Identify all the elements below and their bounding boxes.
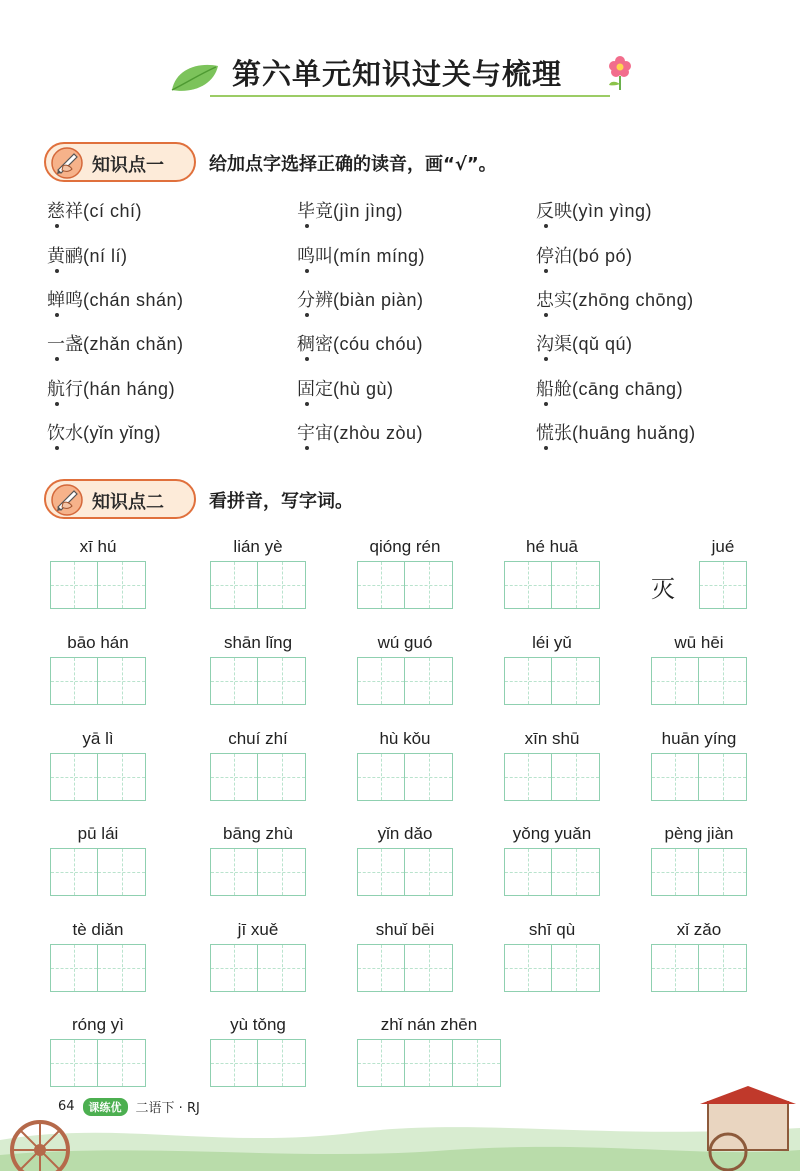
pinyin-word-box (651, 633, 747, 707)
pinyin-word-box (210, 1015, 306, 1089)
reading-item (536, 419, 696, 445)
writing-cell[interactable] (699, 753, 747, 801)
pinyin-word-box (357, 537, 453, 611)
emphasis-dot (55, 446, 59, 450)
reading-item (47, 242, 128, 268)
pinyin-label: léi yǔ (532, 633, 572, 652)
writing-grid (651, 944, 747, 992)
pronunciation-options[interactable]: (zhòu zòu) (333, 423, 424, 443)
pinyin-label: xīn shū (524, 729, 580, 748)
reading-word: 蝉鸣 (47, 290, 83, 311)
writing-cell[interactable] (210, 753, 258, 801)
leaf-icon (170, 62, 220, 94)
writing-grid (357, 944, 453, 992)
pronunciation-options[interactable]: (hán háng) (83, 379, 176, 399)
emphasis-dot (55, 269, 59, 273)
pinyin-word-box (357, 1015, 501, 1089)
pinyin-label: róng yì (72, 1015, 124, 1034)
writing-cell[interactable] (552, 944, 600, 992)
section-label: 知识点二 (92, 492, 164, 513)
writing-grid (504, 944, 600, 992)
writing-grid (504, 848, 600, 896)
emphasis-dot (544, 402, 548, 406)
emphasis-dot (55, 357, 59, 361)
reading-item (47, 197, 142, 223)
brand-badge: 课练优 (83, 1098, 128, 1116)
reading-item (536, 375, 683, 401)
pinyin-word-box (210, 824, 306, 898)
reading-word: 航行 (47, 379, 83, 400)
writing-cell[interactable] (210, 944, 258, 992)
pinyin-label: jī xuě (237, 920, 279, 939)
pinyin-label: tè diǎn (72, 920, 124, 939)
pinyin-word-box (50, 1015, 146, 1089)
reading-word: 黄鹂 (47, 246, 83, 267)
pronunciation-options[interactable]: (hù gù) (333, 379, 394, 399)
writing-grid (504, 657, 600, 705)
writing-cell[interactable] (552, 657, 600, 705)
reading-word: 慌张 (536, 423, 572, 444)
pinyin-word-box (50, 920, 146, 994)
writing-grid (651, 848, 747, 896)
section-instruction: 看拼音，写字词。 (209, 491, 353, 512)
pronunciation-options[interactable]: (jìn jìng) (333, 201, 404, 221)
reading-item (297, 330, 423, 356)
pinyin-word-box (50, 824, 146, 898)
emphasis-dot (55, 224, 59, 228)
emphasis-dot (544, 313, 548, 317)
emphasis-dot (544, 269, 548, 273)
writing-grid (651, 657, 747, 705)
writing-cell[interactable] (651, 848, 699, 896)
landscape-illustration (0, 1080, 800, 1171)
pinyin-label: shuǐ bēi (375, 920, 435, 939)
pinyin-label: hù kǒu (379, 729, 431, 748)
pinyin-label: wú guó (377, 633, 433, 652)
writing-cell[interactable] (504, 848, 552, 896)
pinyin-label: shān lǐng (223, 633, 293, 652)
pronunciation-options[interactable]: (ní lí) (83, 246, 128, 266)
pronunciation-options[interactable]: (cí chí) (83, 201, 143, 221)
pinyin-label: chuí zhí (228, 729, 288, 748)
title-underline (210, 95, 610, 97)
pinyin-label: yǐn dǎo (377, 824, 433, 843)
writing-cell[interactable] (258, 753, 306, 801)
pinyin-word-box (357, 920, 453, 994)
page-footer (58, 1097, 200, 1116)
pinyin-label: pū lái (77, 824, 119, 843)
emphasis-dot (305, 224, 309, 228)
writing-cell[interactable] (699, 848, 747, 896)
writing-grid (50, 944, 146, 992)
pinyin-label: wū hēi (674, 633, 724, 652)
pinyin-label: bāng zhù (223, 824, 293, 843)
emphasis-dot (305, 357, 309, 361)
writing-cell[interactable] (552, 753, 600, 801)
writing-cell[interactable] (552, 848, 600, 896)
writing-grid (50, 657, 146, 705)
reading-word: 一盏 (47, 334, 83, 355)
writing-cell[interactable] (699, 561, 747, 609)
writing-cell[interactable] (258, 561, 306, 609)
pinyin-word-box (651, 920, 747, 994)
emphasis-dot (305, 446, 309, 450)
writing-grid (50, 753, 146, 801)
writing-hand-icon (50, 146, 84, 180)
pronunciation-options[interactable]: (qǔ qú) (572, 334, 633, 354)
reading-word: 沟渠 (536, 334, 572, 355)
reading-word: 反映 (536, 201, 572, 222)
writing-grid (210, 561, 306, 609)
writing-cell[interactable] (258, 657, 306, 705)
reading-word: 分辨 (297, 290, 333, 311)
writing-cell[interactable] (552, 561, 600, 609)
pinyin-word-box (210, 633, 306, 707)
reading-word: 停泊 (536, 246, 572, 267)
section-instruction: 给加点字选择正确的读音，画“√”。 (209, 154, 497, 175)
pinyin-label: xī hú (79, 537, 117, 556)
reading-item (536, 286, 694, 312)
writing-cell[interactable] (504, 561, 552, 609)
reading-item (47, 330, 184, 356)
writing-cell[interactable] (651, 657, 699, 705)
reading-word: 固定 (297, 379, 333, 400)
writing-cell[interactable] (50, 944, 98, 992)
pinyin-word-box (651, 729, 747, 803)
reading-item (297, 197, 403, 223)
pinyin-label: yù tǒng (230, 1015, 286, 1034)
writing-cell[interactable] (258, 944, 306, 992)
reading-item (47, 419, 161, 445)
writing-grid (50, 848, 146, 896)
writing-grid (210, 753, 306, 801)
pronunciation-options[interactable]: (yìn yìng) (572, 201, 653, 221)
writing-cell[interactable] (504, 753, 552, 801)
pinyin-label: lián yè (233, 537, 283, 556)
pinyin-word-box (504, 920, 600, 994)
reading-item (536, 242, 633, 268)
reading-word: 慈祥 (47, 201, 83, 222)
reading-word: 船舱 (536, 379, 572, 400)
title-block (170, 50, 640, 100)
pinyin-word-box (50, 633, 146, 707)
writing-cell[interactable] (50, 848, 98, 896)
emphasis-dot (55, 402, 59, 406)
pinyin-word-box (357, 729, 453, 803)
reading-item (536, 197, 652, 223)
writing-cell[interactable] (504, 944, 552, 992)
writing-grid (210, 848, 306, 896)
section-label: 知识点一 (92, 155, 164, 176)
writing-grid (651, 753, 747, 801)
writing-cell[interactable] (210, 657, 258, 705)
emphasis-dot (55, 313, 59, 317)
emphasis-dot (544, 224, 548, 228)
pinyin-label: huān yíng (661, 729, 737, 748)
writing-cell[interactable] (405, 657, 453, 705)
emphasis-dot (544, 446, 548, 450)
writing-cell[interactable] (504, 657, 552, 705)
reading-item (47, 375, 175, 401)
reading-item (47, 286, 184, 312)
pinyin-word-box (504, 537, 600, 611)
pinyin-label: yǒng yuǎn (512, 824, 592, 843)
reading-item (297, 286, 424, 312)
pinyin-word-box (210, 920, 306, 994)
pinyin-label: xǐ zǎo (676, 920, 722, 939)
pinyin-word-box (651, 537, 747, 611)
writing-cell[interactable] (651, 753, 699, 801)
pinyin-word-box (50, 537, 146, 611)
pinyin-label: zhǐ nán zhēn (380, 1015, 478, 1034)
reading-item (297, 375, 394, 401)
writing-cell[interactable] (405, 848, 453, 896)
flower-icon (604, 52, 636, 92)
writing-cell[interactable] (50, 561, 98, 609)
pinyin-word-box (357, 633, 453, 707)
writing-hand-icon (50, 483, 84, 517)
writing-cell[interactable] (405, 944, 453, 992)
writing-cell[interactable] (98, 944, 146, 992)
reading-item (297, 242, 425, 268)
writing-grid (699, 561, 747, 609)
pinyin-word-box (357, 824, 453, 898)
writing-cell[interactable] (258, 848, 306, 896)
pronunciation-options[interactable]: (cāng chāng) (572, 379, 684, 399)
writing-cell[interactable] (357, 944, 405, 992)
emphasis-dot (305, 313, 309, 317)
writing-grid (50, 561, 146, 609)
writing-cell[interactable] (405, 561, 453, 609)
emphasis-dot (305, 269, 309, 273)
writing-cell[interactable] (50, 657, 98, 705)
writing-cell[interactable] (210, 561, 258, 609)
writing-cell[interactable] (357, 753, 405, 801)
pinyin-word-box (504, 824, 600, 898)
writing-cell[interactable] (98, 657, 146, 705)
grade-label: 二语下 · RJ (135, 1101, 200, 1116)
writing-cell[interactable] (357, 561, 405, 609)
writing-cell[interactable] (651, 944, 699, 992)
writing-cell[interactable] (50, 753, 98, 801)
emphasis-dot (305, 402, 309, 406)
pronunciation-options[interactable]: (huāng huǎng) (572, 423, 696, 443)
pinyin-word-box (504, 729, 600, 803)
given-character: 灭 (651, 575, 675, 603)
pronunciation-options[interactable]: (cóu chóu) (333, 334, 424, 354)
pinyin-label: qióng rén (369, 537, 441, 556)
writing-cell[interactable] (405, 753, 453, 801)
page-title: 第六单元知识过关与梳理 (232, 57, 563, 91)
section-badge (44, 479, 196, 519)
pinyin-word-box (210, 729, 306, 803)
reading-item (297, 419, 423, 445)
reading-word: 稠密 (297, 334, 333, 355)
pinyin-word-box (504, 633, 600, 707)
reading-word: 毕竟 (297, 201, 333, 222)
writing-cell[interactable] (98, 753, 146, 801)
pronunciation-options[interactable]: (mín míng) (333, 246, 426, 266)
pronunciation-options[interactable]: (yǐn yǐng) (83, 423, 162, 443)
writing-grid (210, 944, 306, 992)
writing-cell[interactable] (699, 944, 747, 992)
pinyin-label: yā lì (82, 729, 114, 748)
writing-cell[interactable] (98, 848, 146, 896)
pinyin-label: jué (711, 537, 735, 556)
pronunciation-options[interactable]: (bó pó) (572, 246, 633, 266)
writing-grid (504, 753, 600, 801)
pinyin-label: bāo hán (67, 633, 129, 652)
writing-cell[interactable] (98, 561, 146, 609)
writing-grid (210, 657, 306, 705)
writing-grid (504, 561, 600, 609)
pinyin-word-box (210, 537, 306, 611)
reading-word: 忠实 (536, 290, 572, 311)
pronunciation-options[interactable]: (zhōng chōng) (572, 290, 694, 310)
writing-cell[interactable] (210, 848, 258, 896)
pinyin-label: hé huā (526, 537, 578, 556)
reading-word: 饮水 (47, 423, 83, 444)
pronunciation-options[interactable]: (chán shán) (83, 290, 184, 310)
pinyin-label: pèng jiàn (664, 824, 734, 843)
writing-cell[interactable] (357, 848, 405, 896)
pinyin-word-box (651, 824, 747, 898)
pronunciation-options[interactable]: (zhǎn chǎn) (83, 334, 184, 354)
reading-word: 宇宙 (297, 423, 333, 444)
writing-cell[interactable] (357, 657, 405, 705)
writing-grid (357, 848, 453, 896)
writing-grid (357, 753, 453, 801)
pinyin-word-box (50, 729, 146, 803)
page-number: 64 (58, 1099, 75, 1114)
pinyin-label: shī qù (528, 920, 576, 939)
section-badge (44, 142, 196, 182)
pronunciation-options[interactable]: (biàn piàn) (333, 290, 424, 310)
reading-item (536, 330, 633, 356)
reading-word: 鸣叫 (297, 246, 333, 267)
emphasis-dot (544, 357, 548, 361)
writing-grid (357, 561, 453, 609)
writing-grid (357, 657, 453, 705)
writing-cell[interactable] (699, 657, 747, 705)
